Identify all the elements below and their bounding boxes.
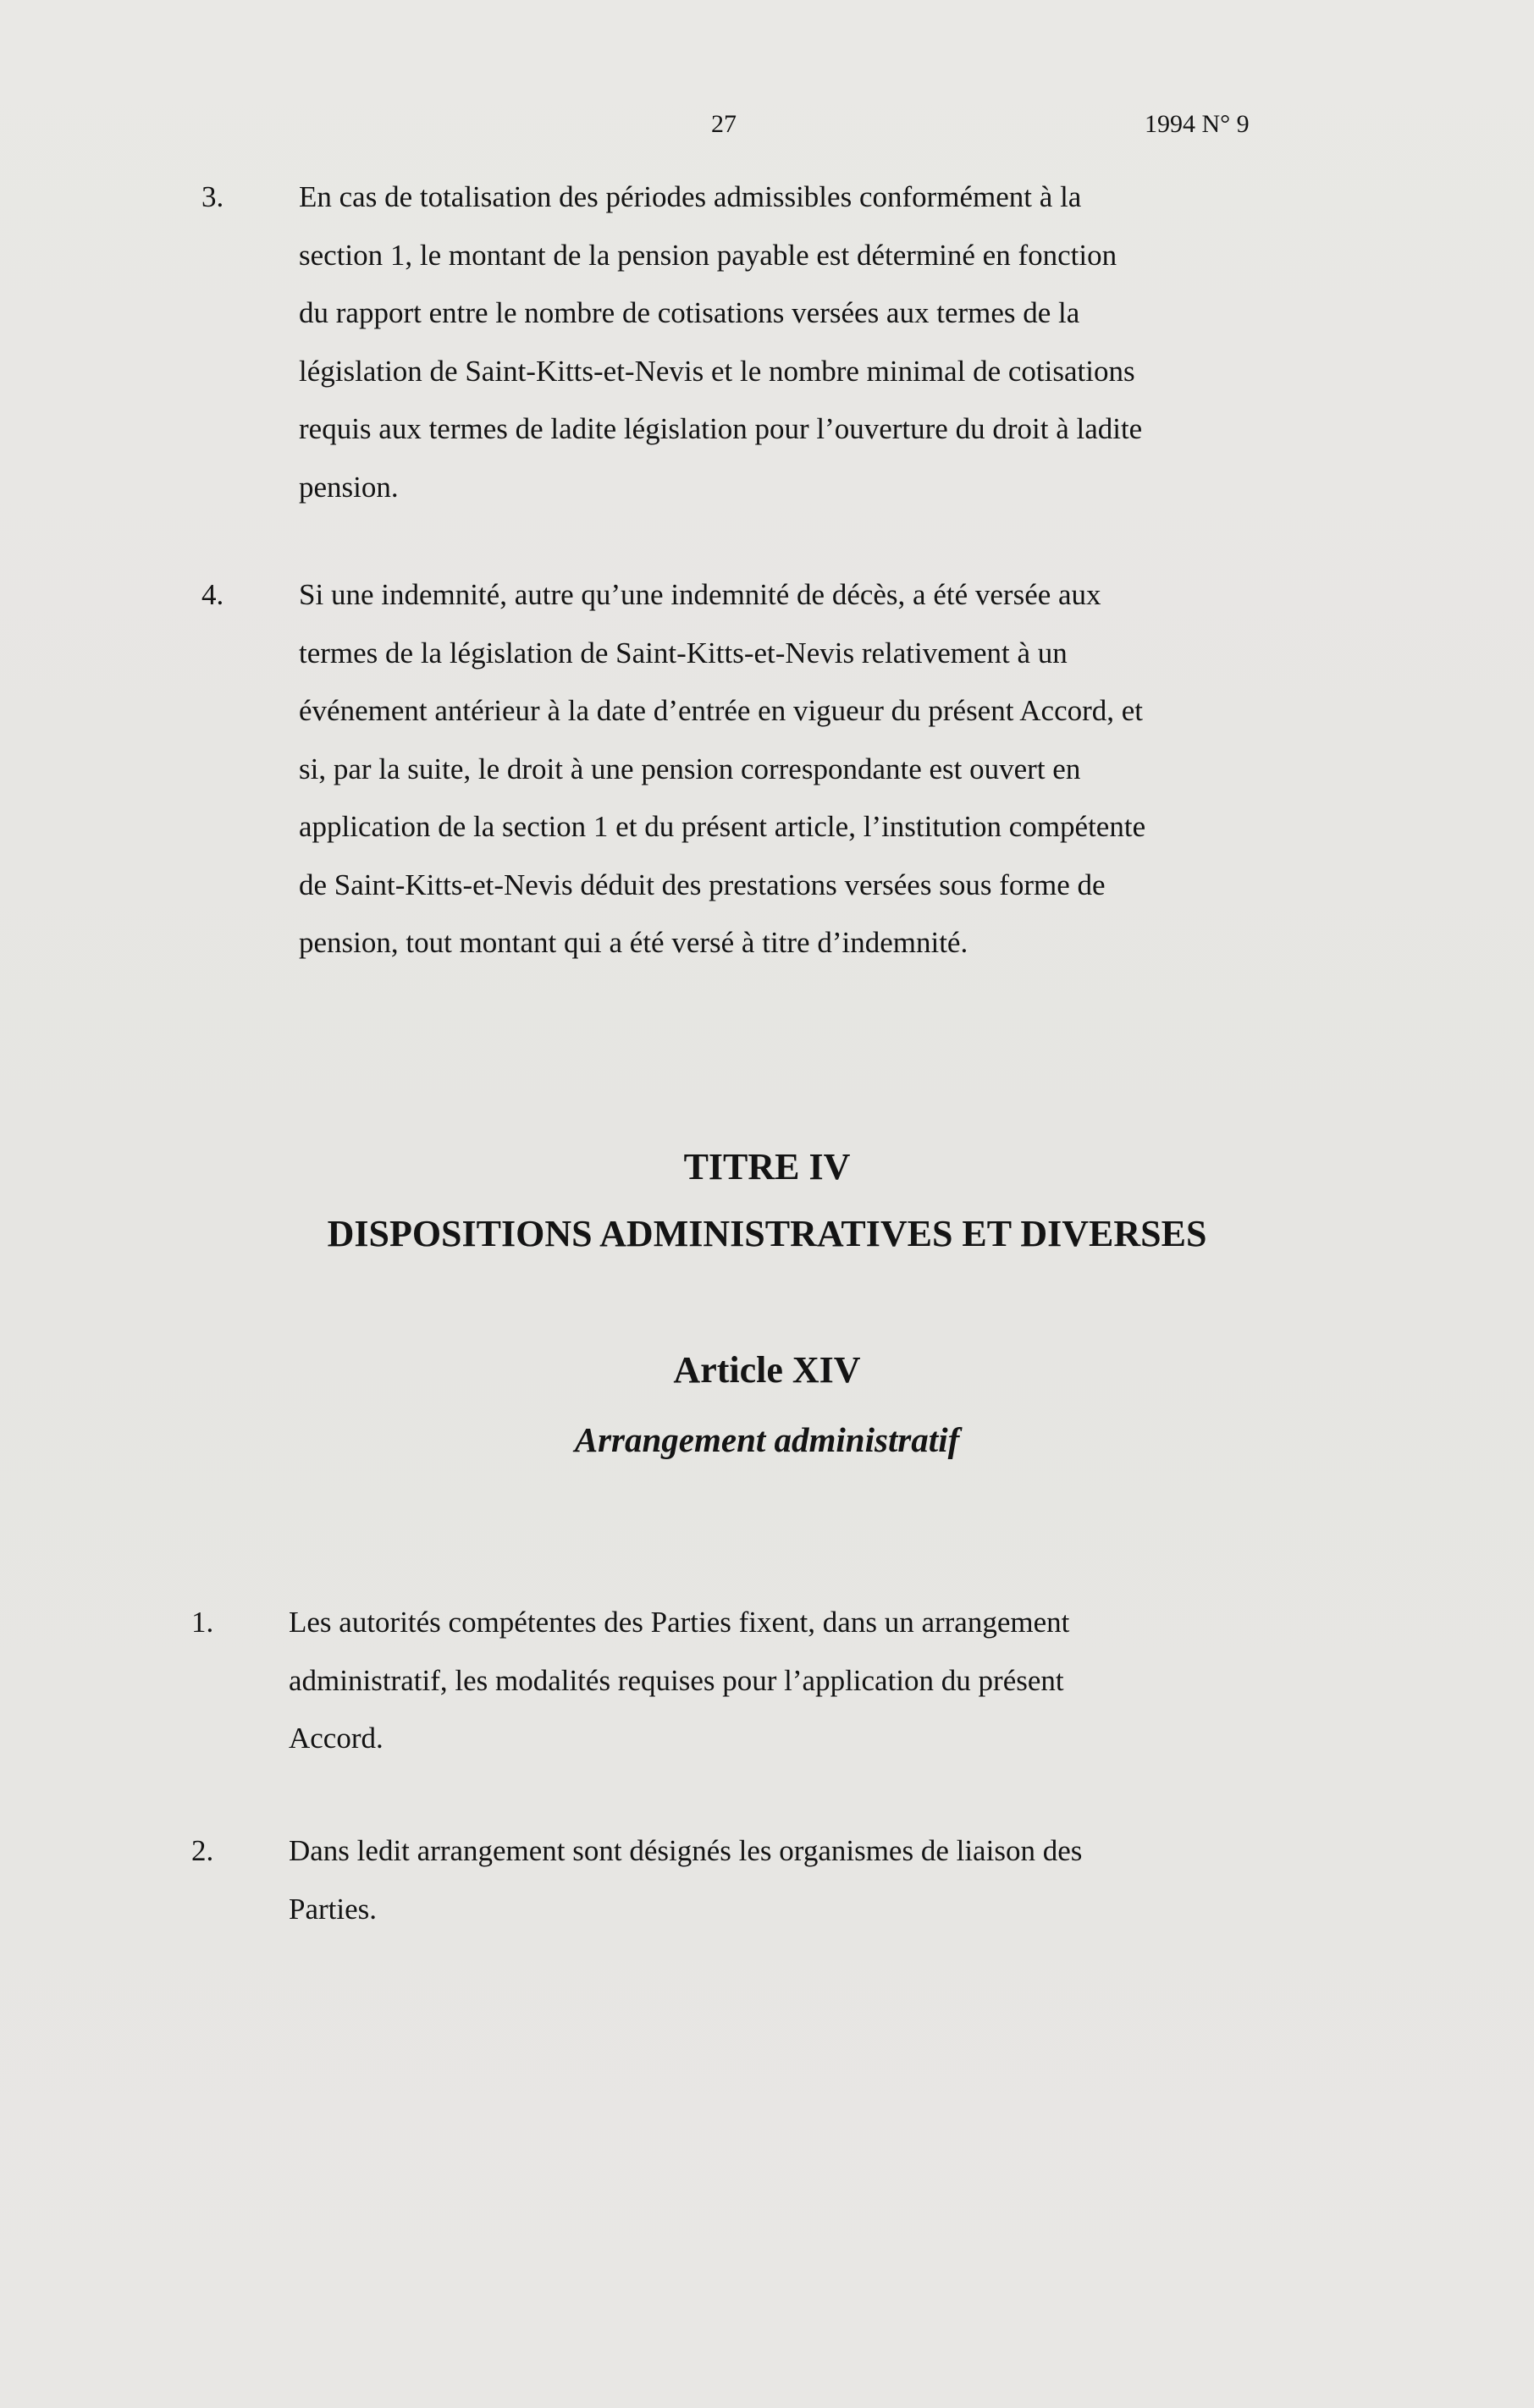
paragraph-line: pension, tout montant qui a été versé à titre d’indemnité.: [299, 926, 968, 959]
page-number: 27: [711, 110, 737, 138]
paragraph-line: événement antérieur à la date d’entrée en vigueur du présent Accord, et: [299, 694, 1144, 727]
page-header: [0, 110, 1534, 144]
paragraph-line: pension.: [299, 470, 399, 504]
document-reference: 1994 N° 9: [1145, 110, 1250, 138]
paragraph-line: Parties.: [289, 1892, 378, 1926]
paragraph-body: [299, 168, 1142, 516]
article-title: Article XIV: [673, 1349, 861, 1391]
paragraph-line: application de la section 1 et du présent article, l’institution compétente: [299, 810, 1146, 843]
paragraph-number: 2.: [191, 1834, 214, 1867]
paragraph-line: requis aux termes de ladite législation pour l’ouverture du droit à ladite: [299, 412, 1143, 445]
paragraph-line: si, par la suite, le droit à une pension correspondante est ouvert en: [299, 752, 1081, 785]
paragraph-number: 1.: [191, 1606, 214, 1639]
paragraph-line: Accord.: [289, 1722, 384, 1755]
paragraph-body: [299, 566, 1145, 973]
paragraph-body: [289, 1822, 1082, 1938]
paragraph-line: administratif, les modalités requises pour l’application du présent: [289, 1663, 1064, 1697]
paragraph-line: En cas de totalisation des périodes admissibles conformément à la: [299, 180, 1082, 213]
paragraph-line: de Saint-Kitts-et-Nevis déduit des prestations versées sous forme de: [299, 868, 1106, 901]
paragraph-line: législation de Saint-Kitts-et-Nevis et le nombre minimal de cotisations: [299, 354, 1135, 388]
paragraph-line: du rapport entre le nombre de cotisations versées aux termes de la: [299, 296, 1080, 329]
paragraph-line: Les autorités compétentes des Parties fixent, dans un arrangement: [289, 1606, 1070, 1639]
paragraph-line: section 1, le montant de la pension payable est déterminé en fonction: [299, 238, 1117, 272]
article-subtitle: Arrangement administratif: [574, 1420, 960, 1459]
paragraph-line: termes de la législation de Saint-Kitts-et-Nevis relativement à un: [299, 636, 1068, 670]
paragraph-body: [289, 1594, 1069, 1768]
paragraph-number: 3.: [201, 180, 224, 213]
section-title: TITRE IV: [683, 1146, 851, 1187]
paragraph-number: 4.: [201, 578, 224, 611]
paragraph-line: Dans ledit arrangement sont désignés les organismes de liaison des: [289, 1834, 1083, 1867]
paragraph-line: Si une indemnité, autre qu’une indemnité de décès, a été versée aux: [299, 578, 1101, 611]
section-subtitle: DISPOSITIONS ADMINISTRATIVES ET DIVERSES: [327, 1213, 1207, 1254]
